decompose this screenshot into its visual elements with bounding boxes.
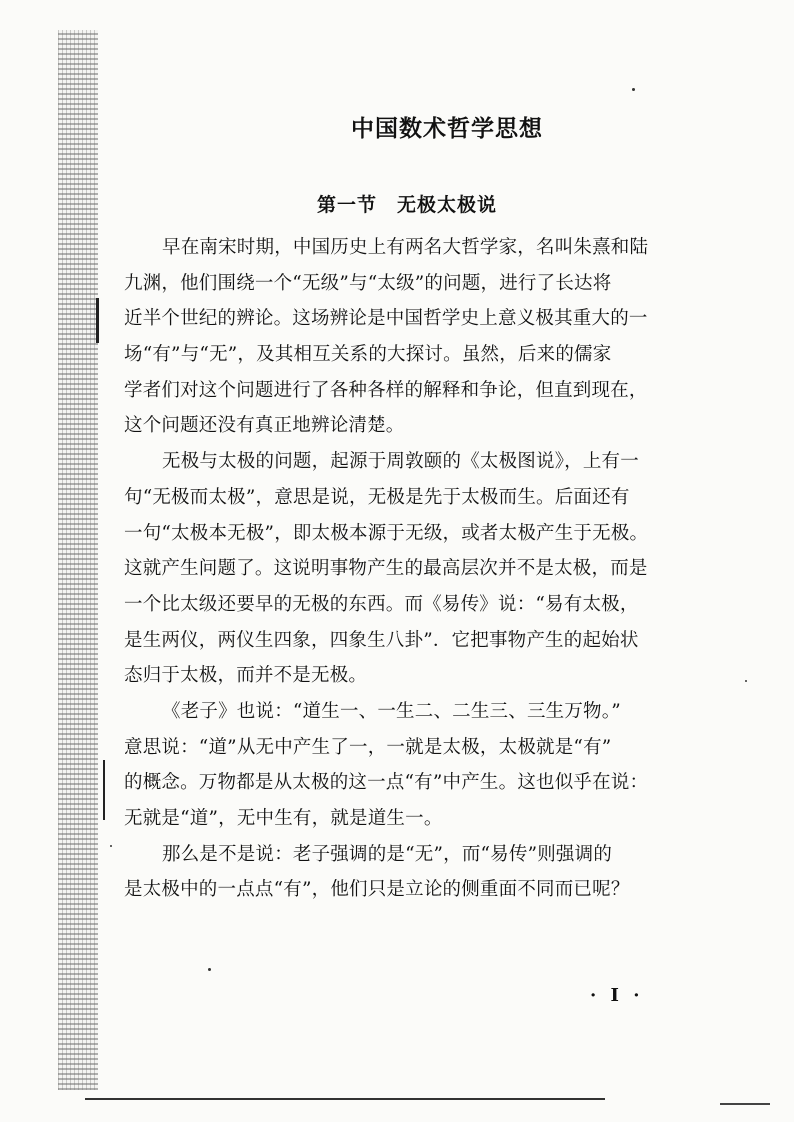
- text-line: 《老子》也说：“道生一、一生二、二生三、三生万物。”: [162, 700, 621, 722]
- page-title: 中国数术哲学思想: [351, 116, 543, 142]
- page-number: · I ·: [590, 985, 644, 1006]
- text-line: 无极与太极的问题，起源于周敦颐的《太极图说》，上有一: [162, 451, 639, 473]
- body-text: [124, 230, 684, 908]
- text-line: 这就产生问题了。这说明事物产生的最高层次并不是太极，而是: [124, 558, 648, 580]
- bottom-rule: [85, 1098, 605, 1100]
- text-line: 场“有”与“无”，及其相互关系的大探讨。虽然，后来的儒家: [124, 344, 612, 366]
- text-line: 意思说：“道”从无中产生了一，一就是太极，太极就是“有”: [124, 736, 612, 758]
- margin-mark: [103, 760, 105, 820]
- text-line: 早在南宋时期，中国历史上有两名大哲学家，名叫朱熹和陆: [162, 237, 649, 258]
- text-line: 近半个世纪的辨论。这场辨论是中国哲学史上意义极其重大的一: [124, 308, 648, 330]
- scan-speck: [632, 88, 635, 91]
- text-line: 的概念。万物都是从太极的这一点“有”中产生。这也似乎在说：: [124, 772, 649, 794]
- text-line: 句“无极而太极”，意思是说，无极是先于太极而生。后面还有: [124, 486, 630, 508]
- text-line: 一个比太级还要早的无极的东西。而《易传》说：“易有太极，: [124, 593, 639, 615]
- scanned-book-spine: [58, 30, 98, 1090]
- text-line: 这个问题还没有真正地辨论清楚。: [124, 415, 405, 437]
- text-line: 是生两仪，两仪生四象，四象生八卦”．它把事物产生的起始状: [124, 629, 639, 651]
- bottom-rule: [720, 1103, 770, 1105]
- text-line: 无就是“道”，无中生有，就是道生一。: [124, 808, 443, 829]
- text-line: 一句“太极本无极”，即太极本源于无级，或者太极产生于无极。: [124, 522, 649, 544]
- scan-speck: [745, 680, 747, 682]
- scan-speck: [208, 968, 211, 971]
- text-line: 那么是不是说：老子强调的是“无”，而“易传”则强调的: [162, 843, 613, 865]
- scan-speck: [110, 845, 112, 847]
- margin-mark: [96, 298, 99, 343]
- text-line: 是太极中的一点点“有”，他们只是立论的侧重面不同而已呢？: [124, 879, 630, 901]
- text-line: 九渊，他们围绕一个“无级”与“太级”的问题，进行了长达将: [124, 272, 612, 294]
- section-title: 第一节 无极太极说: [316, 194, 497, 216]
- text-line: 学者们对这个问题进行了各种各样的解释和争论，但直到现在，: [124, 379, 648, 401]
- text-line: 态归于太极，而并不是无极。: [124, 665, 368, 687]
